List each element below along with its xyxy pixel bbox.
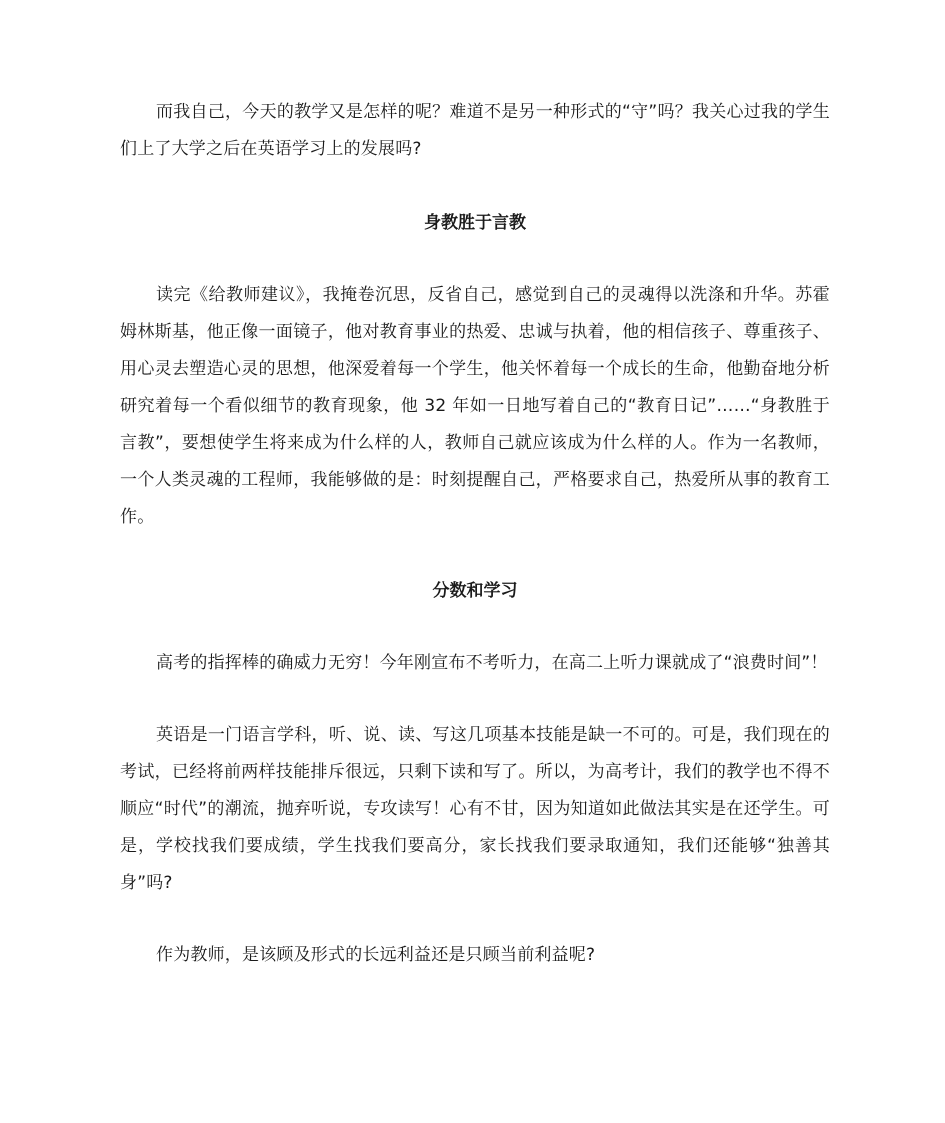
paragraph-section-2-a: 高考的指挥棒的确威力无穷！今年刚宣布不考听力，在高二上听力课就成了“浪费时间”！ [156, 653, 828, 673]
section-heading-1: 身教胜于言教 [424, 213, 526, 233]
spacer [120, 168, 830, 205]
spacer [120, 610, 830, 645]
document-body [120, 94, 830, 974]
section-heading-2: 分数和学习 [432, 581, 518, 601]
paragraph-section-2-b: 英语是一门语言学科，听、说、读、写这几项基本技能是缺一不可的。可是，我们现在的考试，已经将前两样技能排斥很远，只剩下读和写了。所以，为高考计，我们的教学也不得不顺应“时代”的潮流，抛弃听说，专攻读写！心有不甘，因为知道如此做法其实是在还学生。可是，学校找我们要成绩，学生找我们要高分，家长找我们要录取通知，我们还能够“独善其身”吗? [120, 725, 830, 893]
spacer [120, 682, 830, 717]
spacer [120, 242, 830, 277]
paragraph-section-2-c: 作为教师，是该顾及形式的长远利益还是只顾当前利益呢? [156, 945, 596, 965]
spacer [120, 902, 830, 937]
spacer [120, 536, 830, 573]
paragraph-intro: 而我自己，今天的教学又是怎样的呢？难道不是另一种形式的“守”吗？我关心过我的学生们上了大学之后在英语学习上的发展吗? [120, 102, 830, 159]
paragraph-section-1: 读完《给教师建议》，我掩卷沉思，反省自己，感觉到自己的灵魂得以洗涤和升华。苏霍姆林斯基，他正像一面镜子，他对教育事业的热爱、忠诚与执着，他的相信孩子、尊重孩子、用心灵去塑造心灵的思想，他深爱着每一个学生，他关怀着每一个成长的生命，他勤奋地分析研究着每一个看似细节的教育现象，他 32 年如一日地写着自己的“教育日记”……“身教胜于言教”，要想使学生将来成为什么样的人，教师自己就应该成为什么样的人。作为一名教师，一个人类灵魂的工程师，我能够做的是：时刻提醒自己，严格要求自己，热爱所从事的教育工作。 [120, 285, 830, 527]
